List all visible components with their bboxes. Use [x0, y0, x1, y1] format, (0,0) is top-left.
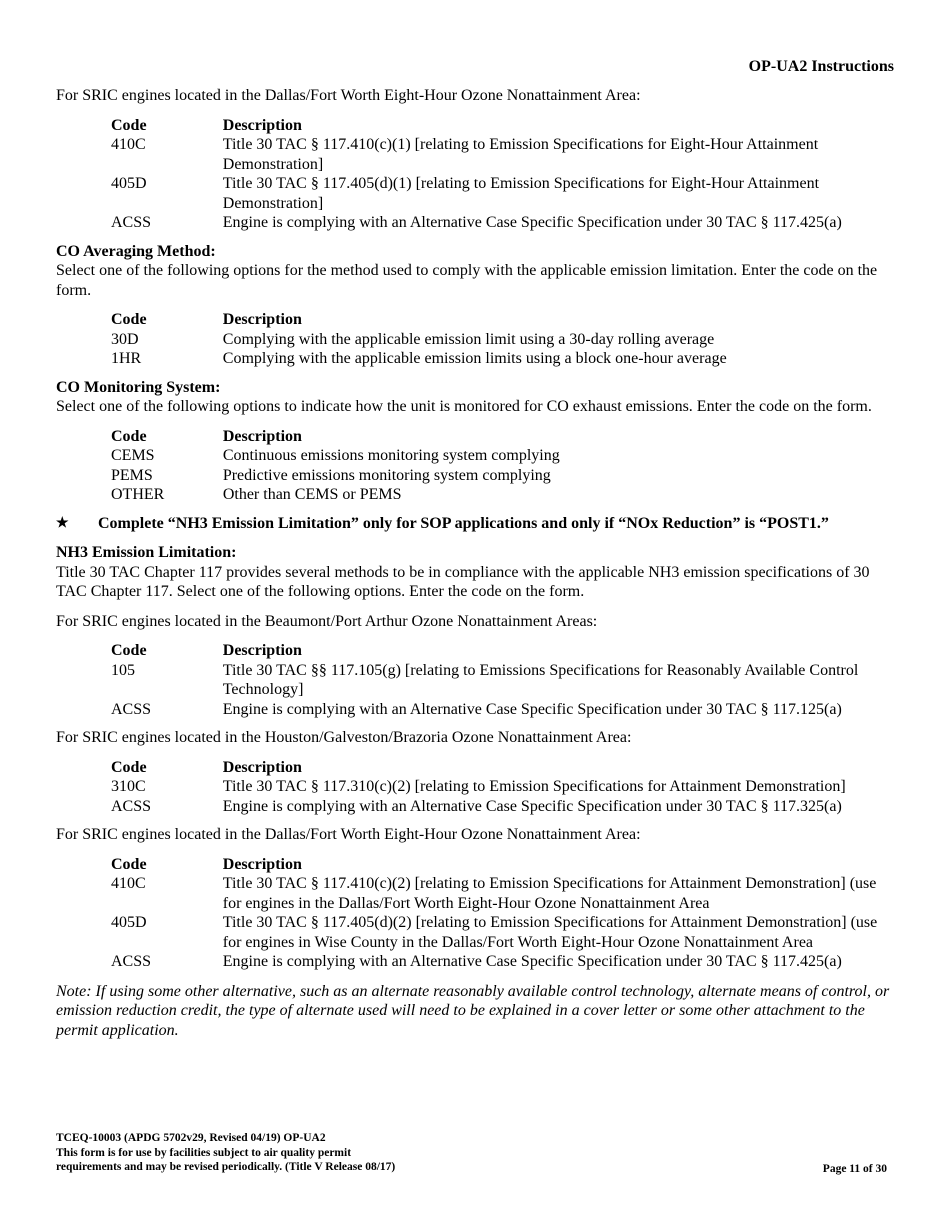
star-icon: ★ — [56, 515, 69, 531]
code-cell: 405D — [111, 175, 147, 192]
code-cell: ACSS — [111, 214, 152, 231]
description-column-header: Description — [222, 758, 302, 776]
code-column-header: Code — [111, 758, 147, 776]
table-row — [111, 466, 896, 486]
dfw-nox-code-table — [111, 116, 896, 233]
nh3-bpa-intro: For SRIC engines located in the Beaumont/Port Arthur Ozone Nonattainment Areas: — [56, 612, 598, 630]
description-cell: Complying with the applicable emission limits using a block one-hour average — [222, 350, 727, 367]
table-row — [111, 349, 896, 369]
description-column-header: Description — [222, 427, 302, 445]
footer-usage-line2: requirements and may be revised periodically. (Title V Release 08/17) — [56, 1161, 396, 1173]
table-row — [111, 952, 896, 972]
code-cell: ACSS — [111, 953, 152, 970]
code-cell: ACSS — [111, 700, 152, 718]
alternative-note: Note: If using some other alternative, such as an alternate reasonably available control technology, alternate means of control, or emission reduction credit, the type of alternate used will need to be explained in a cover letter or some other attachment to the permit application. — [56, 982, 890, 1039]
table-row — [111, 913, 896, 952]
code-cell: CEMS — [111, 447, 155, 464]
co-monitoring-code-table — [111, 427, 896, 505]
description-cell: Title 30 TAC § 117.410(c)(2) [relating to Emission Specifications for Attainment Demonstration] (use for engines in the Dallas/Fort Worth Eight-Hour Ozone Nonattainment Area — [222, 875, 877, 912]
nh3-instruction-note — [56, 514, 896, 534]
table-row — [111, 797, 896, 817]
description-column-header: Description — [222, 642, 302, 659]
nh3-bpa-code-table — [111, 641, 896, 719]
description-cell: Predictive emissions monitoring system complying — [222, 466, 551, 484]
page-footer — [56, 1131, 395, 1175]
code-cell: 30D — [111, 330, 139, 348]
co-averaging-code-table — [111, 310, 896, 369]
table-row — [111, 330, 896, 350]
description-cell: Title 30 TAC § 117.405(d)(2) [relating to Emission Specifications for Attainment Demonstration] (use for engines in Wise County in the Dallas/Fort Worth Eight-Hour Ozone Nonattainment Area — [222, 914, 878, 951]
code-column-header: Code — [111, 427, 147, 445]
code-cell: PEMS — [111, 466, 153, 484]
description-cell: Continuous emissions monitoring system complying — [222, 447, 560, 464]
code-cell: 105 — [111, 661, 135, 679]
table-header-row — [111, 310, 896, 330]
code-column-header: Code — [111, 642, 147, 659]
code-column-header: Code — [111, 855, 147, 873]
code-cell: 405D — [111, 914, 147, 931]
code-cell: 410C — [111, 136, 146, 153]
description-cell: Title 30 TAC §§ 117.105(g) [relating to Emissions Specifications for Reasonably Available Control Technology] — [222, 661, 859, 698]
code-cell: 310C — [111, 778, 146, 795]
table-row — [111, 700, 896, 720]
table-row — [111, 446, 896, 466]
table-row — [111, 661, 896, 700]
code-column-header: Code — [111, 311, 147, 328]
table-row — [111, 213, 896, 233]
table-row — [111, 777, 896, 797]
description-cell: Other than CEMS or PEMS — [222, 486, 402, 503]
description-cell: Engine is complying with an Alternative Case Specific Specification under 30 TAC § 117.425(a) — [222, 214, 842, 231]
description-cell: Engine is complying with an Alternative Case Specific Specification under 30 TAC § 117.425(a) — [222, 953, 842, 970]
table-row — [111, 485, 896, 505]
co-monitoring-text: Select one of the following options to indicate how the unit is monitored for CO exhaust emissions. Enter the code on the form. — [56, 398, 872, 415]
nh3-instruction-text: Complete “NH3 Emission Limitation” only for SOP applications and only if “NOx Reduction” is “POST1.” — [98, 514, 829, 532]
nh3-hgb-code-table — [111, 758, 896, 817]
nh3-dfw-intro: For SRIC engines located in the Dallas/Fort Worth Eight-Hour Ozone Nonattainment Area: — [56, 826, 641, 843]
nh3-text: Title 30 TAC Chapter 117 provides several methods to be in compliance with the applicable NH3 emission specifications of 30 TAC Chapter 117. Select one of the following options. Enter the code on the form. — [56, 563, 870, 600]
nh3-heading: NH3 Emission Limitation: — [56, 544, 237, 561]
description-cell: Engine is complying with an Alternative Case Specific Specification under 30 TAC § 117.325(a) — [222, 797, 842, 815]
page-number: Page 11 of 30 — [822, 1163, 887, 1175]
co-monitoring-heading: CO Monitoring System: — [56, 378, 221, 396]
table-header-row — [111, 427, 896, 447]
table-row — [111, 174, 896, 213]
description-cell: Title 30 TAC § 117.310(c)(2) [relating to Emission Specifications for Attainment Demonstration] — [222, 778, 846, 795]
nh3-dfw-code-table — [111, 855, 896, 972]
co-averaging-text: Select one of the following options for the method used to comply with the applicable emission limitation. Enter the code on the form. — [56, 262, 878, 299]
table-header-row — [111, 758, 896, 778]
description-column-header: Description — [222, 311, 302, 328]
dfw-nox-intro: For SRIC engines located in the Dallas/Fort Worth Eight-Hour Ozone Nonattainment Area: — [56, 87, 641, 104]
table-header-row — [111, 855, 896, 875]
code-column-header: Code — [111, 116, 147, 134]
code-cell: 1HR — [111, 350, 142, 367]
code-cell: ACSS — [111, 797, 152, 815]
code-cell: 410C — [111, 875, 146, 892]
footer-usage-line1: This form is for use by facilities subject to air quality permit — [56, 1146, 352, 1159]
nh3-hgb-intro: For SRIC engines located in the Houston/Galveston/Brazoria Ozone Nonattainment Area: — [56, 729, 632, 746]
document-body — [56, 86, 896, 1050]
table-header-row — [111, 116, 896, 136]
page-header-title: OP-UA2 Instructions — [748, 58, 894, 75]
table-row — [111, 135, 896, 174]
description-column-header: Description — [222, 855, 302, 873]
description-cell: Title 30 TAC § 117.410(c)(1) [relating to Emission Specifications for Eight-Hour Attainment Demonstration] — [222, 136, 819, 173]
description-cell: Complying with the applicable emission limit using a 30-day rolling average — [222, 330, 715, 348]
description-cell: Title 30 TAC § 117.405(d)(1) [relating to Emission Specifications for Eight-Hour Attainment Demonstration] — [222, 175, 820, 212]
co-averaging-heading: CO Averaging Method: — [56, 242, 216, 260]
table-row — [111, 874, 896, 913]
table-header-row — [111, 641, 896, 661]
footer-form-id: TCEQ-10003 (APDG 5702v29, Revised 04/19) OP-UA2 — [56, 1132, 326, 1144]
code-cell: OTHER — [111, 486, 165, 503]
description-cell: Engine is complying with an Alternative Case Specific Specification under 30 TAC § 117.125(a) — [222, 700, 842, 718]
description-column-header: Description — [222, 116, 302, 134]
